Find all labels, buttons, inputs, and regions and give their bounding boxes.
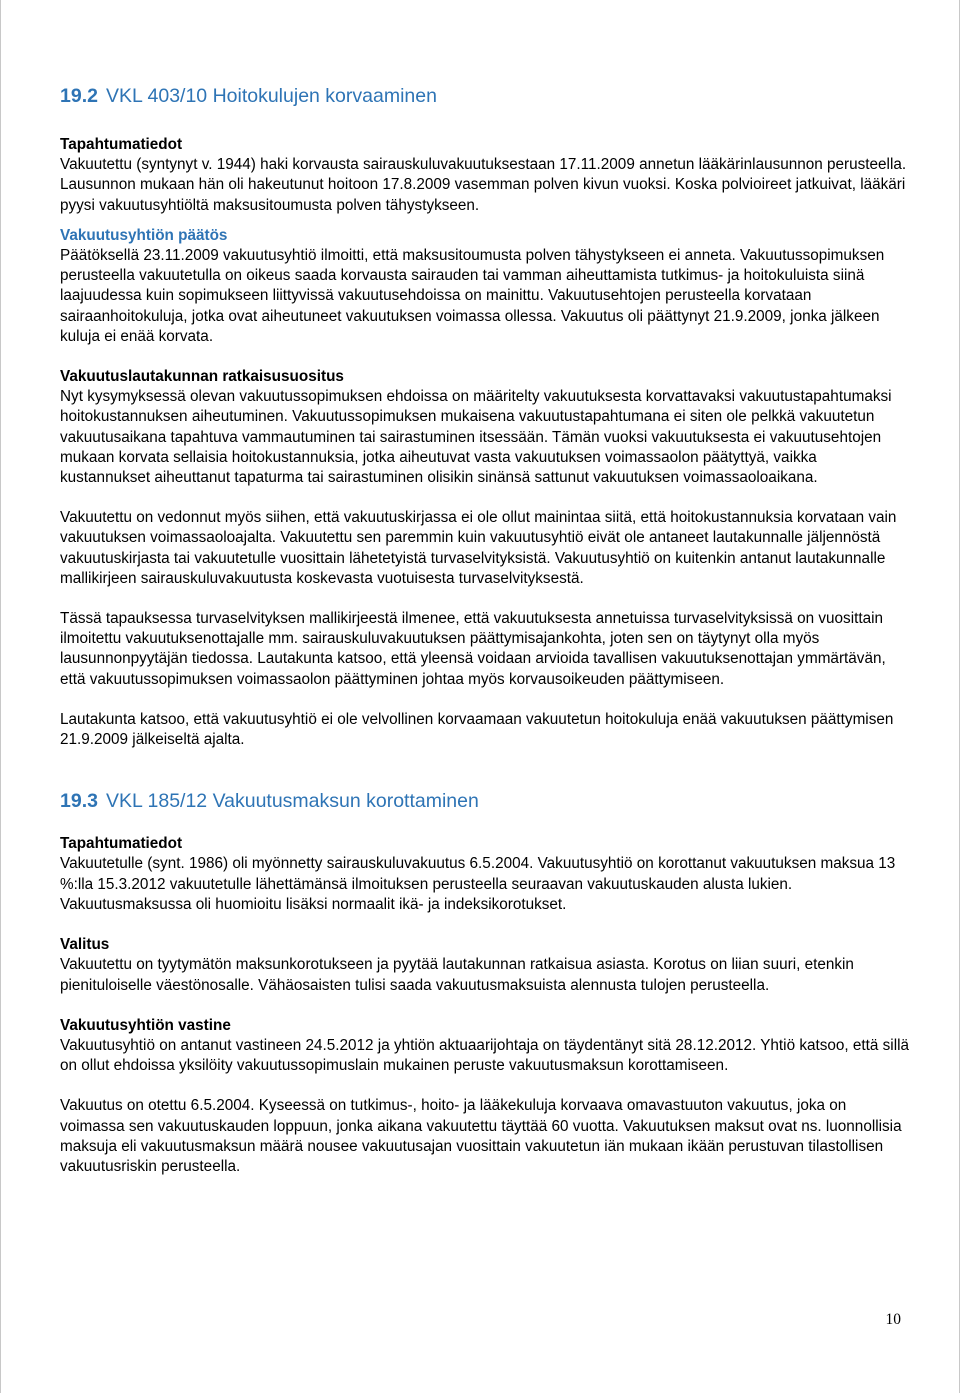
- event-heading: Tapahtumatiedot: [60, 136, 183, 153]
- section-number: 19.2: [60, 85, 98, 107]
- event-heading: Tapahtumatiedot: [60, 835, 183, 853]
- board-paragraph-1: Nyt kysymyksessä olevan vakuutussopimuksen ehdoissa on määritelty vakuutuksesta korvattavaksi vakuutustapahtumaksi hoitokustannuksen aiheutuminen. Vakuutussopimuksen mukaisena vakuutustapahtumana ei siten ole pelkkä vakuutetun vakuutusaikana tapahtuva vammautuminen tai sairastuminen itsessään. Tämän vuoksi vakuutuksesta ei vakuutusehtojen mukaan korvata sellaisia hoitokustannuksia, jotka aiheutuvat vasta vakuutuksen voimassaolon päätyttyä, vaikka kustannukset aiheuttanut tapaturma tai sairastuminen olisikin sinänsä sattunut vakuutuksen voimassaoloaikana.: [60, 388, 892, 487]
- decision-paragraph: Päätöksellä 23.11.2009 vakuutusyhtiö ilmoitti, että maksusitoumusta polven tähystykseen ei anneta. Vakuutussopimuksen perusteella vakuutetulla on oikeus saada korvausta sairauden tai vamman aiheuttamista tutkimus- ja hoitokuluista siinä laajuudessa kuin sopimukseen liittyvissä vakuutusehdoissa on mainittu. Vakuutusehtojen perusteella korvataan sairaanhoitokuluja, jotka ovat aiheutuneet vakuutuksen voimassa ollessa. Vakuutus oli päättynyt 21.9.2009, jonka jälkeen kuluja ei enää korvata.: [60, 247, 885, 345]
- section-heading-19-2: [60, 83, 910, 109]
- response-paragraph-1: Vakuutusyhtiö on antanut vastineen 24.5.2012 ja yhtiön aktuaarijohtaja on täydentänyt sitä 28.12.2012. Yhtiö katsoo, että sillä on ollut ehdoissa yksilöity vakuutussopimuslain mukainen peruste vakuutusmaksun korottamiseen.: [60, 1036, 910, 1075]
- event-paragraph: Vakuutettu (syntynyt v. 1944) haki korvausta sairauskuluvakuutuksestaan 17.11.2009 annetun lääkärinlausunnon perusteella. Lausunnon mukaan hän oli hakeutunut hoitoon 17.8.2009 vasemman polven kivun vuoksi. Koska polvioireet jatkuivat, lääkäri pyysi vakuutusyhtiöltä maksusitoumusta polven tähystykseen.: [60, 156, 907, 214]
- page-content: [60, 83, 910, 1177]
- appeal-paragraph: Vakuutettu on tyytymätön maksunkorotukseen ja pyytää lautakunnan ratkaisua asiasta. Korotus on liian suuri, etenkin pienituloiselle väestönosalle. Vähäosaisten tulisi saada vakuutusmaksuista alennusta tulojen perusteella.: [60, 956, 854, 994]
- decision-heading: Vakuutusyhtiön päätös: [60, 226, 228, 244]
- section-heading-19-3: [60, 788, 910, 814]
- section-title: VKL 185/12 Vakuutusmaksun korottaminen: [105, 790, 479, 813]
- response-paragraph-2: Vakuutus on otettu 6.5.2004. Kyseessä on tutkimus-, hoito- ja lääkekuluja korvaava omavastuuton vakuutus, joka on voimassa sen vakuutuskauden loppuun, jonka aikana vakuutettu täyttää 60 vuotta. Vakuutuksen maksut ovat ns. luonnollisia maksuja eli vakuutusmaksun määrä nousee vakuutusajan vuosittain vakuutetun iän mukaan ikään perustuvan tilastollisen vakuutusriskin perusteella.: [60, 1097, 902, 1175]
- board-paragraph-4: Lautakunta katsoo, että vakuutusyhtiö ei ole velvollinen korvaamaan vakuutetun hoitokuluja enää vakuutuksen päättymisen 21.9.2009 jälkeiseltä ajalta.: [60, 710, 894, 749]
- board-paragraph-2: Vakuutettu on vedonnut myös siihen, että vakuutuskirjassa ei ole ollut mainintaa siitä, että hoitokustannuksia korvataan vain vakuutuksen voimassaoloajalta. Vakuutettu sen paremmin kuin vakuutusyhtiö eivät ole antaneet lautakunnalle jäljennöstä vakuutuskirjasta tai vakuutetulle vuosittain lähetetyistä turvaselvityksistä. Vakuutusyhtiö on kuitenkin antanut lautakunnalle mallikirjeen sairauskuluvakuutusta koskevasta vuotuisesta turvaselvityksestä.: [60, 509, 897, 587]
- page-border-left: [0, 0, 1, 1393]
- page-number: 10: [885, 1311, 901, 1328]
- event-paragraph: Vakuutetulle (synt. 1986) oli myönnetty sairauskuluvakuutus 6.5.2004. Vakuutusyhtiö on korottanut vakuutuksen maksua 13 %:lla 15.3.2012 vakuutetulle lähettämänsä ilmoituksen perusteella seuraavan vakuutuskauden alusta lukien. Vakuutusmaksussa oli huomioitu lisäksi normaalit ikä- ja indeksikorotukset.: [60, 855, 896, 913]
- board-heading: Vakuutuslautakunnan ratkaisusuositus: [60, 368, 344, 386]
- board-paragraph-3: Tässä tapauksessa turvaselvityksen mallikirjeestä ilmenee, että vakuutuksesta annetuissa turvaselvityksissä on vuosittain ilmoitettu vakuutuksenottajalle mm. sairauskuluvakuutuksen päättymisajankohta, joten sen on täytynyt olla myös lausunnonpyytäjän tiedossa. Lautakunta katsoo, että yleensä voidaan arvioida tavallisen vakuutuksenottajan ymmärtävän, että vakuutussopimuksen voimassaolon päättyminen johtaa myös korvausoikeuden päättymiseen.: [60, 610, 886, 688]
- section-number: 19.3: [60, 790, 98, 813]
- appeal-heading: Valitus: [60, 936, 110, 954]
- response-heading: Vakuutusyhtiön vastine: [60, 1016, 231, 1034]
- section-title: VKL 403/10 Hoitokulujen korvaaminen: [105, 85, 437, 107]
